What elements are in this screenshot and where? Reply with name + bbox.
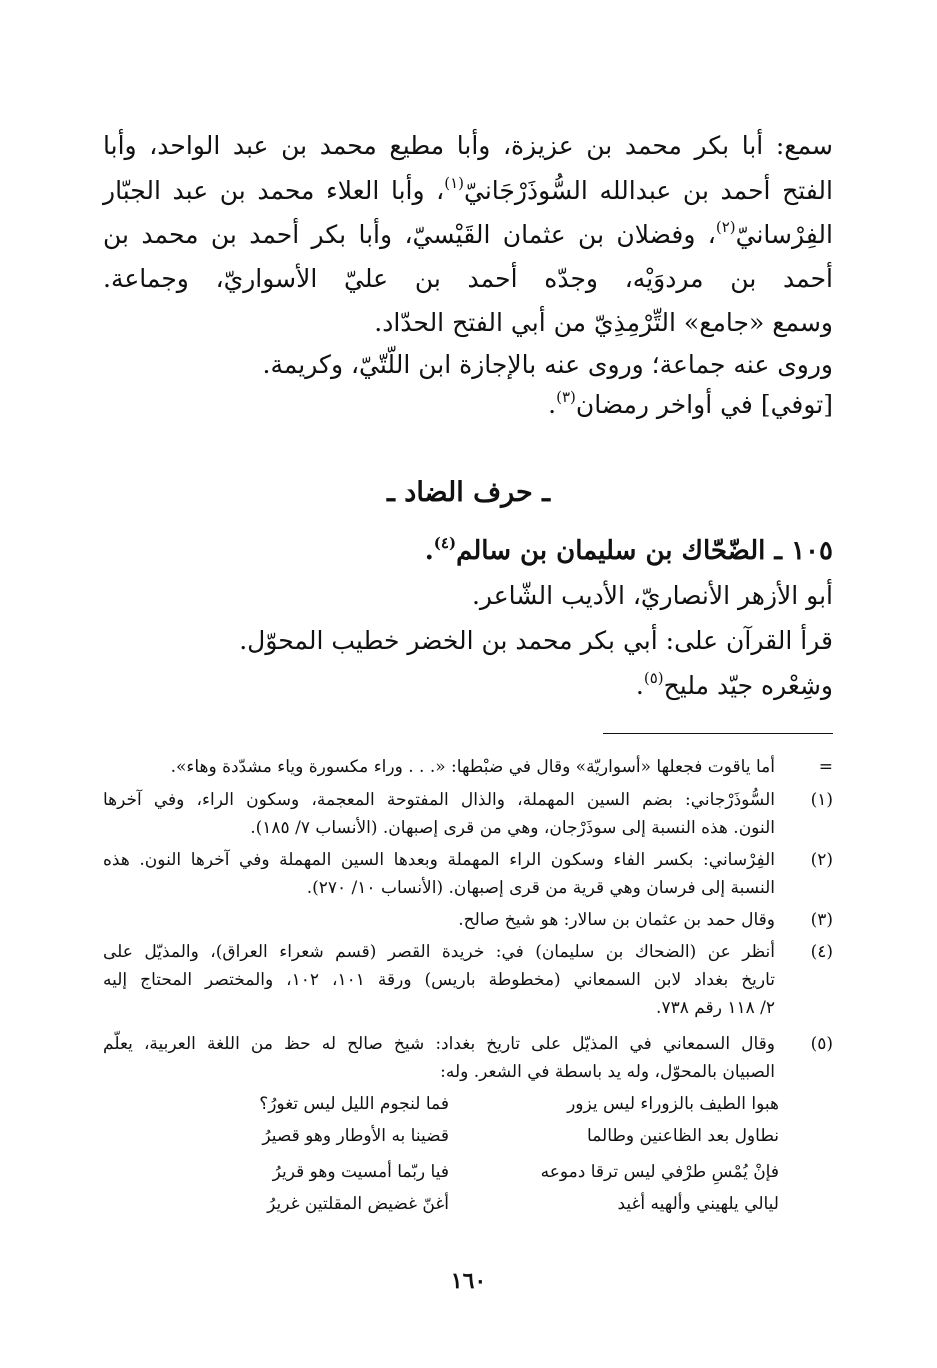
poem-hemistich-left: فيا ربّما أمسيت وهو قريرُ: [272, 1162, 449, 1182]
footnote-number: (٥): [810, 1034, 833, 1054]
entry-title-text: ١٠٥ ـ الضّحّاك بن سليمان بن سالم: [456, 536, 833, 566]
body-line-2b: ، وأبا العلاء محمد بن عبد الجبّار: [103, 176, 445, 205]
footnote-line: أنظر عن (الضحاك بن سليمان) في: خريدة القصر (قسم شعراء العراق)، والمذيّل على: [103, 942, 775, 962]
entry-line-2: قرأ القرآن على: أبي بكر محمد بن الخضر خطيب المحوّل.: [239, 626, 833, 655]
footnote-line: النسبة إلى فرسان وهي قرية من قرى إصبهان. (الأنساب ١٠/ ٢٧٠).: [306, 878, 775, 898]
body-line-4: أحمد بن مردوَيْه، وجدّه أحمد بن عليّ الأسواريّ، وجماعة.: [103, 264, 833, 293]
footnote-line: وقال السمعاني في المذيّل على تاريخ بغداد: شيخ صالح له حظ من اللغة العربية، يعلّم: [103, 1034, 775, 1054]
body-line-2: [103, 170, 833, 212]
poem-hemistich-right: هبوا الطيف بالزوراء ليس يزور: [567, 1094, 779, 1114]
page-number: ١٦٠: [450, 1268, 487, 1294]
note-ref-2: (٢): [715, 218, 736, 236]
footnote-line: النون. هذه النسبة إلى سوذَرْجان، وهي من قرى إصبهان. (الأنساب ٧/ ١٨٥).: [250, 818, 775, 838]
poem-hemistich-right: فإنْ يُمْسِ طرْفي ليس ترقا دموعه: [540, 1162, 779, 1182]
footnote-line: ٢/ ١١٨ رقم ٧٣٨.: [656, 998, 775, 1018]
body-line-7: [توفي] في أواخر رمضان$^{(٣)}$.: [548, 388, 833, 419]
footnote-number: (٤): [810, 942, 833, 962]
body-line-3a: الفِرْسانيّ: [735, 220, 833, 249]
poem-hemistich-left: قضينا به الأوطار وهو قصيرُ: [262, 1126, 449, 1146]
footnote-line: تاريخ بغداد لابن السمعاني (مخطوطة باريس) ورقة ١٠١، ١٠٢، والمختصر المحتاج إليه: [103, 970, 776, 990]
body-line-6: وروى عنه جماعة؛ وروى عنه بالإجازة ابن اللّتّيّ، وكريمة.: [262, 350, 833, 379]
body-line-2a: الفتح أحمد بن عبدالله السُّوذَرْجَانيّ: [464, 176, 833, 205]
note-ref-4: (٤): [433, 534, 457, 552]
poem-hemistich-right: نطاول بعد الظاعنين وطالما: [587, 1126, 779, 1146]
note-ref-3: (٣): [556, 388, 576, 406]
note-ref-1: (١): [444, 174, 465, 192]
entry-line-3a: وشِعْره جيّد مليح: [663, 671, 833, 700]
body-line-1: سمع: أبا بكر محمد بن عزيزة، وأبا مطيع محمد بن عبد الواحد، وأبا: [103, 131, 833, 160]
entry-line-3: وشِعْره جيّد مليح$^{(٥)}$.: [635, 669, 833, 700]
poem-hemistich-left: فما لنجوم الليل ليس تغورُ؟: [259, 1094, 449, 1114]
note-ref-5: (٥): [643, 669, 664, 687]
footnote-separator: [603, 733, 833, 734]
footnote-line: أما ياقوت فجعلها «أسواريّة» وقال في ضبْطها: «. . . وراء مكسورة وياء مشدّدة وهاء».: [170, 757, 775, 777]
footnote-marker: =: [818, 757, 833, 777]
body-line-3: [103, 214, 833, 256]
footnote-line: السُّوذَرْجاني: بضم السين المهملة، والذال المفتوحة المعجمة، وسكون الراء، وفي آخرها: [103, 790, 775, 810]
footnote-number: (١): [810, 790, 833, 810]
body-line-3b: ، وفضلان بن عثمان القَيْسيّ، وأبا بكر أحمد بن محمد بن: [103, 220, 716, 249]
poem-hemistich-left: أغنّ غضيض المقلتين غريرُ: [267, 1194, 449, 1214]
entry-title: ١٠٥ ـ الضّحّاك بن سليمان بن سالم$^{(٤)}$.: [424, 534, 833, 566]
poem-hemistich-right: ليالي يلهيني وألهيه أغيد: [617, 1194, 779, 1214]
section-heading: ـ حرف الضاد ـ: [387, 477, 550, 508]
body-line-7a: [توفي] في أواخر رمضان: [575, 390, 833, 419]
body-line-5: وسمع «جامع» التِّرْمِذِيّ من أبي الفتح الحدّاد.: [374, 308, 833, 337]
footnote-line: الفِرْساني: بكسر الفاء وسكون الراء المهملة وبعدها السين المهملة وفي آخرها النون. هذه: [103, 850, 775, 870]
footnote-line: وقال حمد بن عثمان بن سالار: هو شيخ صالح.: [458, 910, 775, 930]
entry-line-1: أبو الأزهر الأنصاريّ، الأديب الشّاعر.: [471, 581, 833, 610]
footnote-number: (٢): [810, 850, 833, 870]
footnote-line: الصبيان بالمحوّل، وله يد باسطة في الشعر. وله:: [440, 1062, 775, 1082]
footnote-number: (٣): [810, 910, 833, 930]
